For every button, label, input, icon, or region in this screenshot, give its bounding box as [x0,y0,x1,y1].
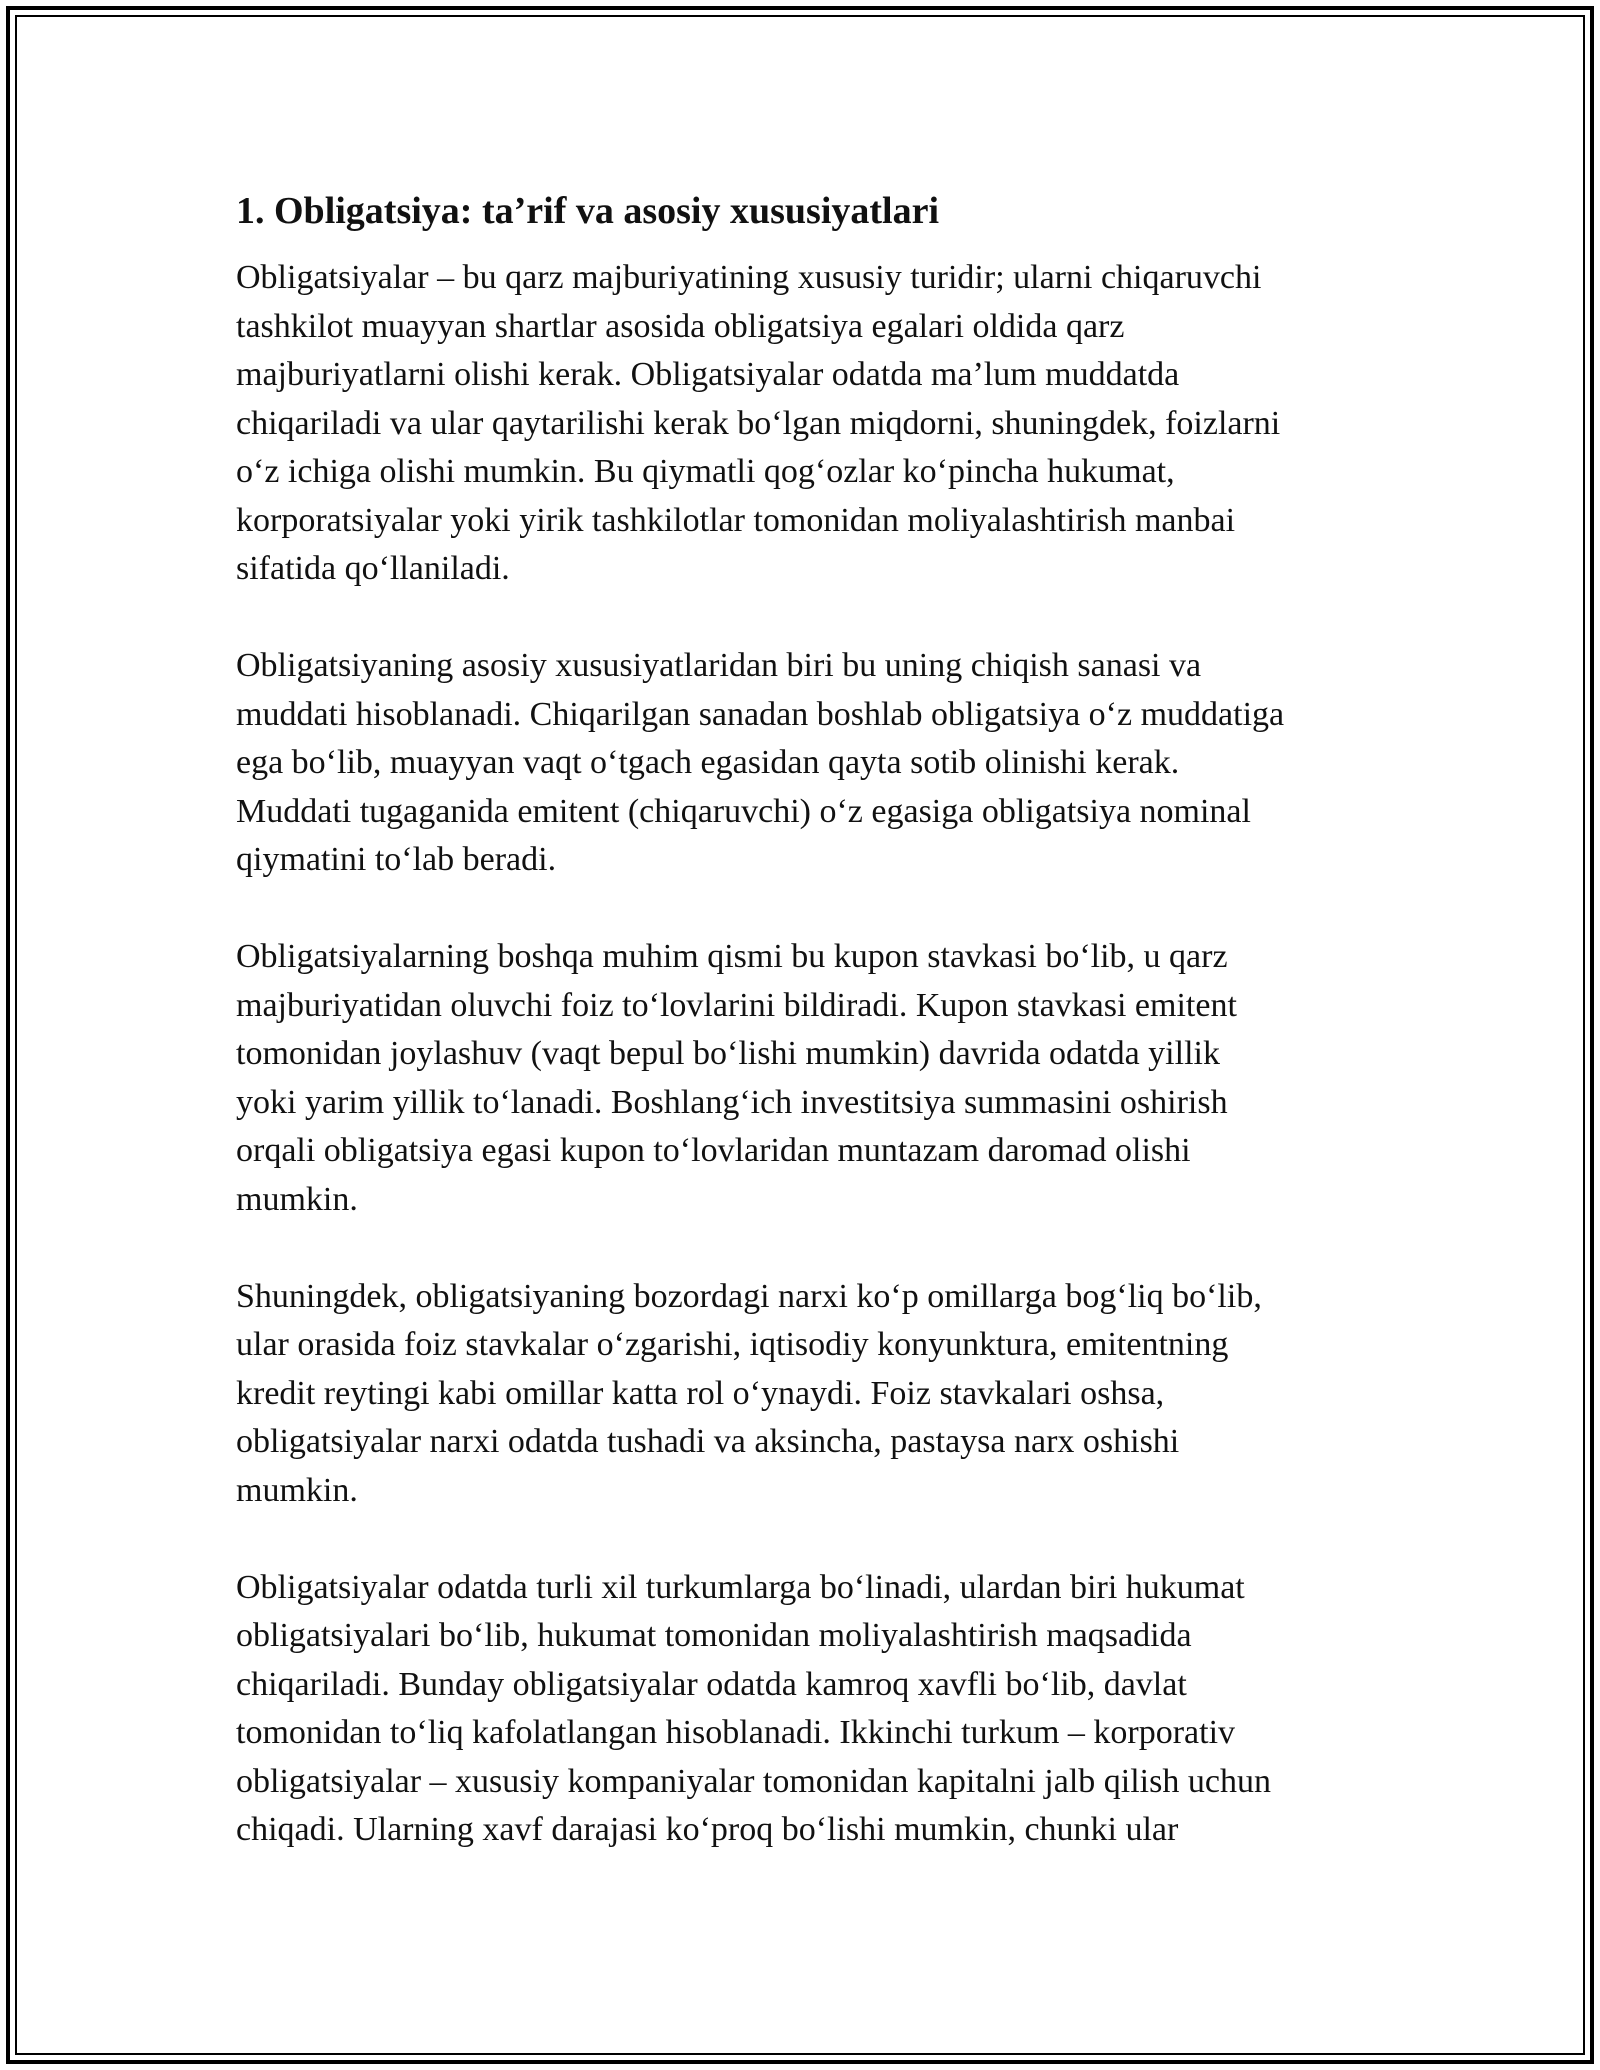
text-line: tomonidan joylashuv (vaqt bepul bo‘lishi mumkin) davrida odatda yillik [236,1035,1220,1072]
paragraph-categories [236,1564,1396,1855]
text-line: Obligatsiyaning asosiy xususiyatlaridan biri bu uning chiqish sanasi va [236,647,1202,684]
text-line: Muddati tugaganida emitent (chiqaruvchi) o‘z egasiga obligatsiya nominal [236,792,1251,830]
text-line: obligatsiyalar narxi odatda tushadi va aksincha, pastaysa narx oshishi [236,1423,1180,1460]
text-line: obligatsiyalari bo‘lib, hukumat tomonidan moliyalashtirish maqsadida [236,1617,1192,1654]
text-line: ular orasida foiz stavkalar o‘zgarishi, iqtisodiy konyunktura, emitentning [236,1326,1229,1363]
text-line: Obligatsiyalar odatda turli xil turkumlarga bo‘linadi, ulardan biri hukumat [236,1568,1245,1606]
text-line: majburiyatidan oluvchi foiz to‘lovlarini bildiradi. Kupon stavkasi emitent [236,986,1237,1024]
text-line: ega bo‘lib, muayyan vaqt o‘tgach egasidan qayta sotib olinishi kerak. [236,744,1180,781]
text-line: mumkin. [236,1471,358,1509]
text-line: chiqadi. Ularning xavf darajasi ko‘proq bo‘lishi mumkin, chunki ular [236,1811,1179,1848]
text-line: kredit reytingi kabi omillar katta rol o‘ynaydi. Foiz stavkalari oshsa, [236,1374,1165,1412]
text-line: orqali obligatsiya egasi kupon to‘lovlaridan muntazam daromad olishi [236,1132,1191,1169]
text-line: yoki yarim yillik to‘lanadi. Boshlang‘ich investitsiya summasini oshirish [236,1083,1228,1121]
paragraph-coupon [236,933,1396,1224]
paragraph-market-price [236,1273,1396,1516]
text-line: chiqariladi. Bunday obligatsiyalar odatda kamroq xavfli bo‘lib, davlat [236,1665,1187,1703]
text-line: qiymatini to‘lab beradi. [236,841,557,878]
paragraph-definition [236,254,1396,594]
text-line: tomonidan to‘liq kafolatlangan hisoblanadi. Ikkinchi turkum – korporativ [236,1714,1236,1751]
text-line: mumkin. [236,1180,358,1218]
text-line: obligatsiyalar – xususiy kompaniyalar tomonidan kapitalni jalb qilish uchun [236,1762,1271,1800]
text-line: majburiyatlarni olishi kerak. Obligatsiyalar odatda ma’lum muddatda [236,356,1180,393]
text-line: Shuningdek, obligatsiyaning bozordagi narxi ko‘p omillarga bog‘liq bo‘lib, [236,1277,1262,1315]
text-line: muddati hisoblanadi. Chiqarilgan sanadan boshlab obligatsiya o‘z muddatiga [236,695,1285,733]
text-line: Obligatsiyalar – bu qarz majburiyatining xususiy turidir; ularni chiqaruvchi [236,259,1262,296]
section-heading: 1. Obligatsiya: ta’rif va asosiy xususiyatlari [236,190,940,232]
document-body [236,186,1396,1903]
text-line: o‘z ichiga olishi mumkin. Bu qiymatli qog‘ozlar ko‘pincha hukumat, [236,453,1175,490]
paragraph-maturity [236,642,1396,885]
text-line: korporatsiyalar yoki yirik tashkilotlar tomonidan moliyalashtirish manbai [236,501,1236,539]
text-line: sifatida qo‘llaniladi. [236,550,510,587]
text-line: tashkilot muayyan shartlar asosida obligatsiya egalari oldida qarz [236,307,1125,345]
text-line: Obligatsiyalarning boshqa muhim qismi bu kupon stavkasi bo‘lib, u qarz [236,938,1228,975]
text-line: chiqariladi va ular qaytarilishi kerak bo‘lgan miqdorni, shuningdek, foizlarni [236,404,1281,442]
